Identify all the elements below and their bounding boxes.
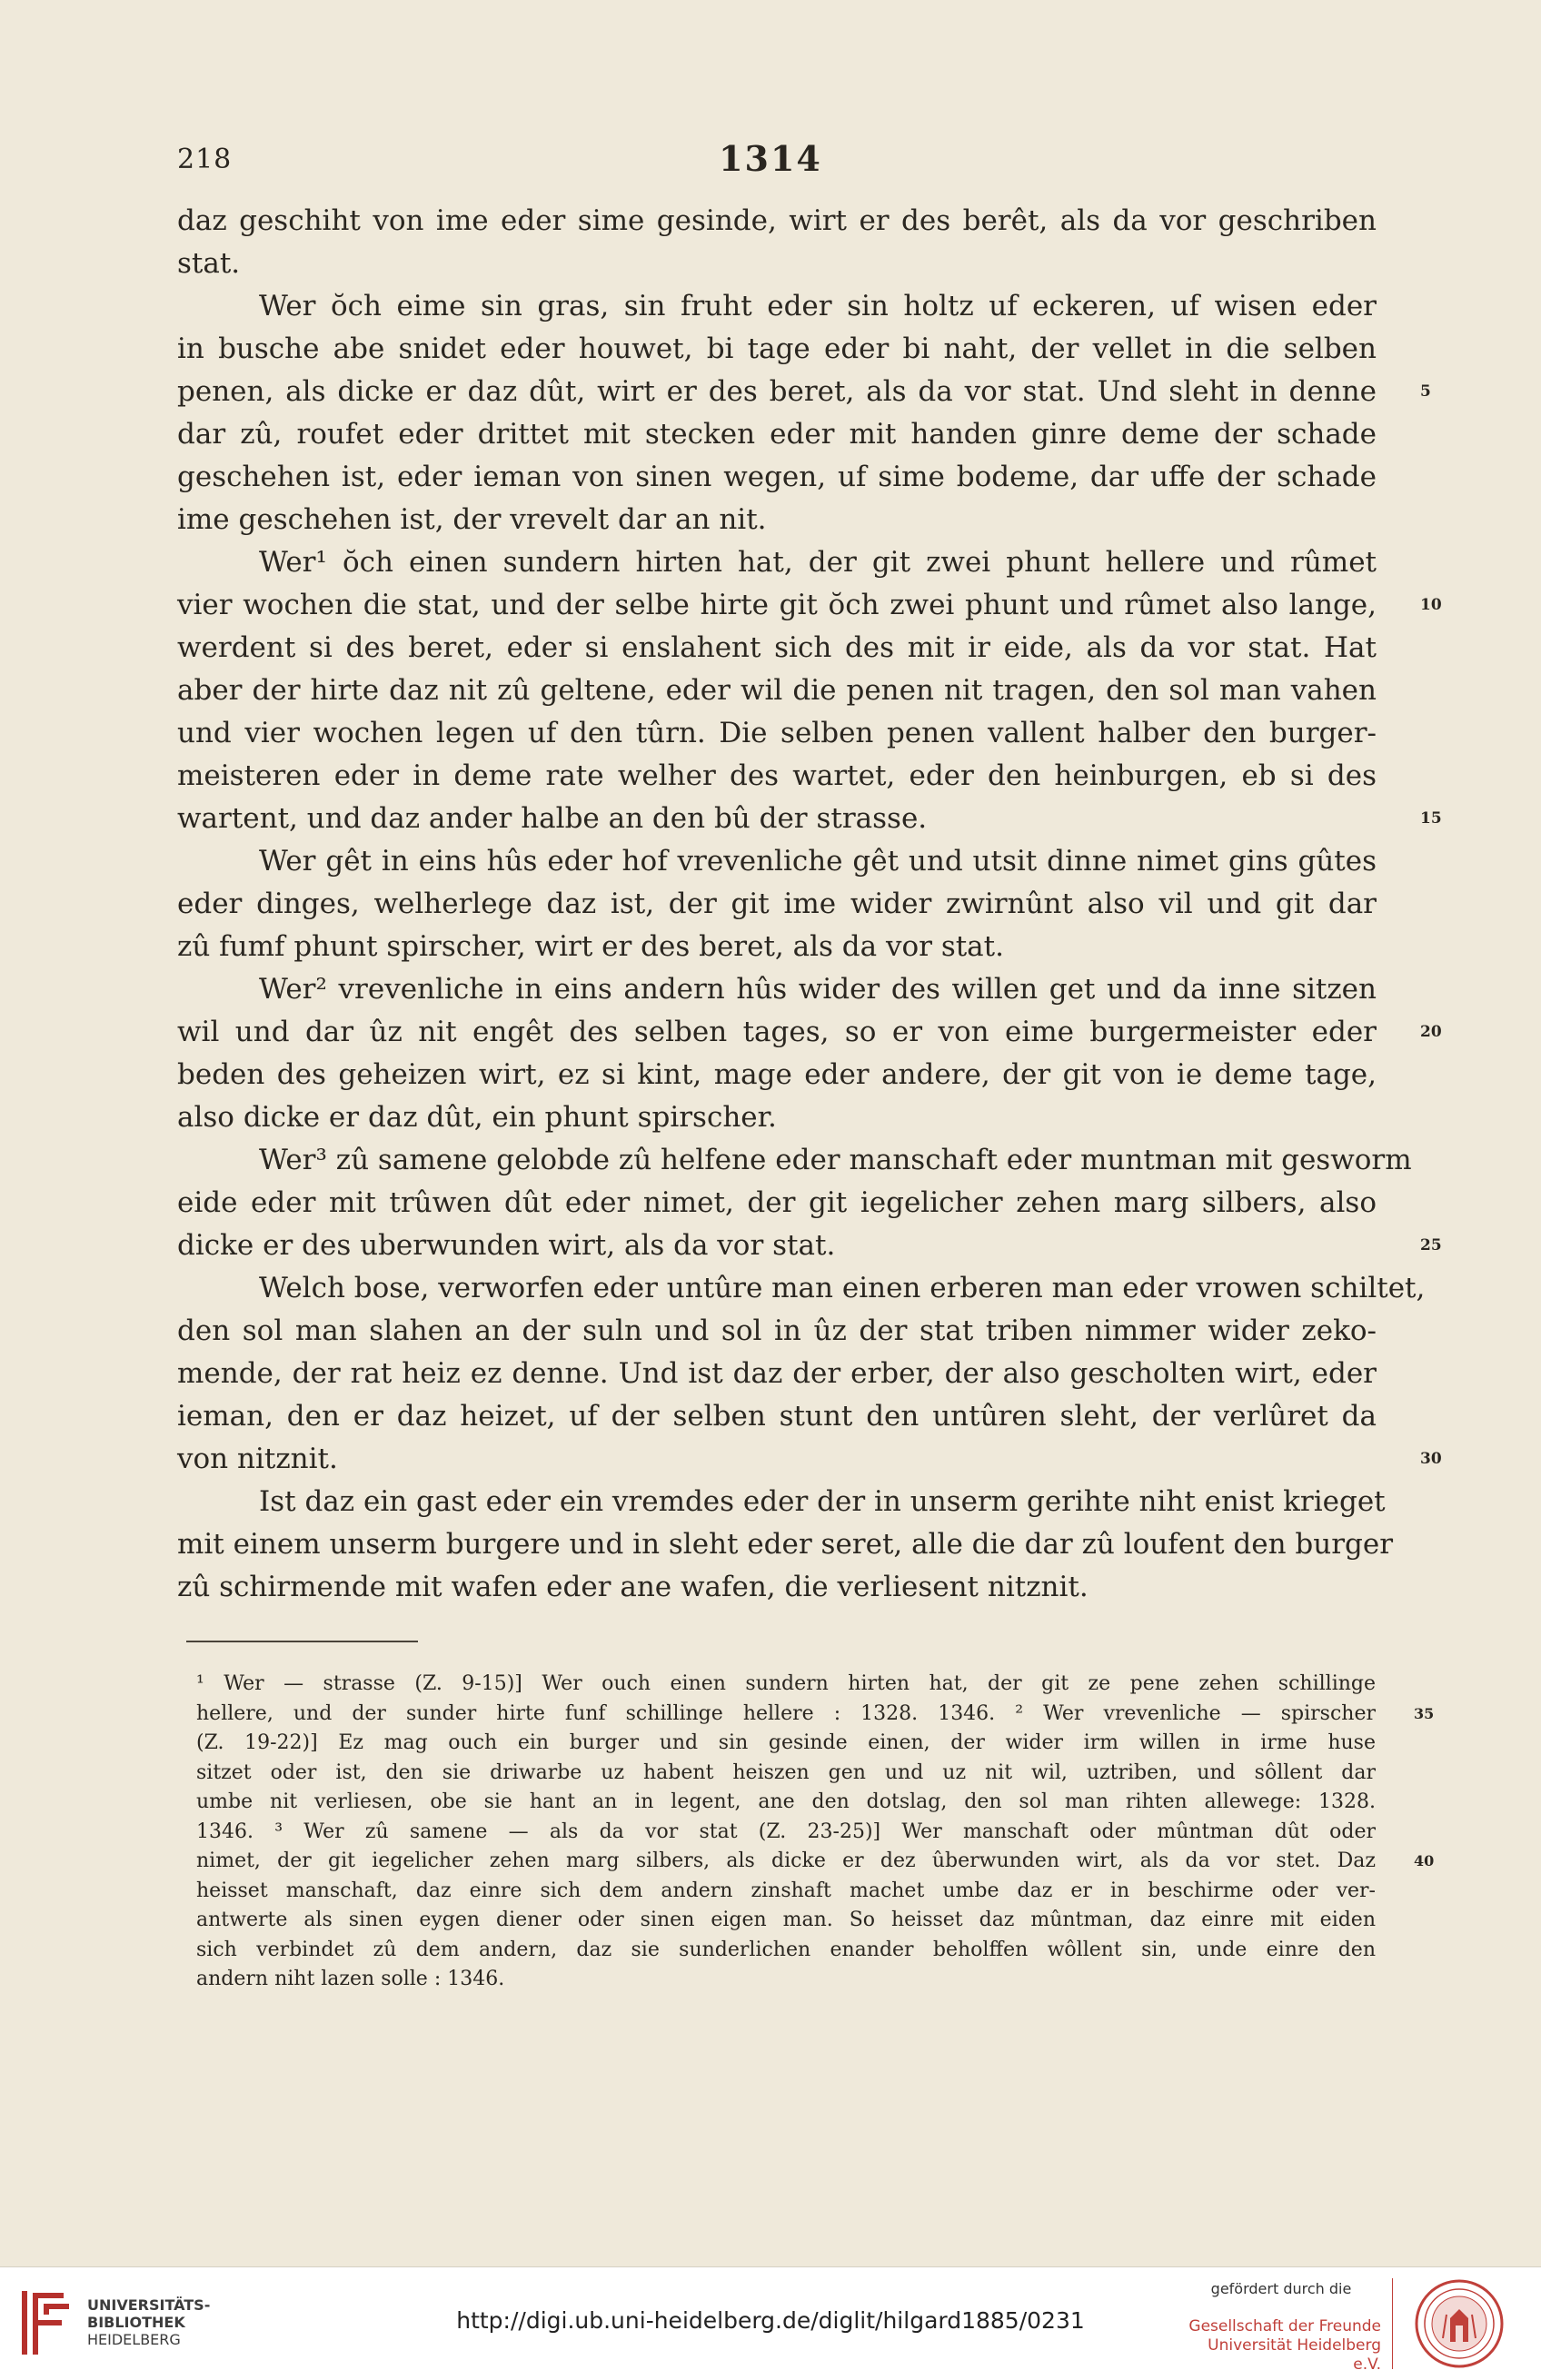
line-number: 10 [1420,596,1442,614]
permalink-url[interactable]: http://digi.ub.uni-heidelberg.de/diglit/hilgard1885/0231 [456,2307,1085,2334]
text-line-content: zû schirmende mit wafen eder ane wafen, die verliesent nitznit. [177,1571,1089,1603]
text-line-content: vier wochen die stat, und der selbe hirte git ŏch zwei phunt und rûmet also lange, [177,589,1377,621]
line-number: 15 [1420,809,1442,828]
text-line [177,1096,1377,1139]
text-line-content: in busche abe snidet eder houwet, bi tage eder bi naht, der vellet in die selben [177,332,1377,365]
footnote-line-content: (Z. 19-22)] Ez mag ouch ein burger und sin gesinde einen, der wider irm willen in irme huse [196,1731,1376,1754]
text-line [177,798,1442,840]
sponsor-block [1181,2280,1381,2375]
text-line-content: mende, der rat heiz ez denne. Und ist daz der erber, der also gescholten wirt, eder [177,1357,1377,1390]
library-name-line: UNIVERSITÄTS- [87,2296,211,2314]
footnote-line-content: andern niht lazen solle : 1346. [196,1968,505,1990]
text-line [177,883,1377,926]
line-number: 25 [1420,1236,1442,1254]
university-seal-icon [1414,2278,1505,2369]
text-line [177,285,1377,328]
text-line [177,200,1377,243]
line-number: 30 [1420,1450,1442,1468]
line-number: 20 [1420,1023,1442,1041]
sponsor-label: gefördert durch die [1210,2280,1352,2297]
text-line-content: den sol man slahen an der suln und sol in ûz der stat triben nimmer wider zeko- [177,1314,1377,1347]
footnote-line-number: 40 [1414,1852,1435,1869]
text-line [177,584,1442,627]
footnote-line-content: sitzet oder ist, den sie driwarbe uz habent heiszen gen und uz nit wil, uztriben, und sôllent dar [196,1760,1376,1784]
text-line [177,1310,1377,1353]
text-line-content: meisteren eder in deme rate welher des wartet, eder den heinburgen, eb si des [177,759,1377,792]
text-line-content: dar zû, roufet eder drittet mit stecken eder mit handen ginre deme der schade [177,418,1377,451]
footnote-line [196,1670,1376,1700]
text-line-content: ime geschehen ist, der vrevelt dar an nit. [177,503,767,536]
text-line-content: Ist daz ein gast eder ein vremdes eder der in unserm gerihte niht enist krieget [259,1485,1386,1518]
text-line-content: Wer ŏch eime sin gras, sin fruht eder sin holtz uf eckeren, uf wisen eder [259,290,1377,322]
text-line [177,371,1431,413]
footnote-line-number: 35 [1414,1704,1435,1722]
text-line [177,1054,1377,1096]
footnote-line-content: heisset manschaft, daz einre sich dem andern zinshaft machet umbe daz er in beschirme oder ver- [196,1879,1376,1902]
main-text [177,200,1442,1609]
footnote-line [196,1729,1376,1759]
text-line-content: aber der hirte daz nit zû geltene, eder wil die penen nit tragen, den sol man vahen [177,674,1377,707]
text-line [177,1182,1377,1225]
text-line [177,1267,1426,1310]
footnote-line-content: ¹ Wer — strasse (Z. 9-15)] Wer ouch einen sundern hirten hat, der git ze pene zehen schillinge [196,1672,1376,1695]
text-line-content: Wer gêt in eins hûs eder hof vrevenliche gêt und utsit dinne nimet gins gûtes [259,845,1377,878]
text-line [177,243,1377,285]
sponsor-name-line: Gesellschaft der Freunde [1188,2317,1381,2335]
footnote-line [196,1818,1376,1848]
footnote-line-content: sich verbindet zû dem andern, daz sie sunderlichen enander beholffen wôllent sin, unde einre den [196,1938,1376,1961]
text-line [177,1139,1412,1182]
footnote-line [196,1788,1376,1818]
footnote-line [196,1700,1435,1730]
text-line-content: zû fumf phunt spirscher, wirt er des beret, als da vor stat. [177,930,1004,963]
footnote-line-content: nimet, der git iegelicher zehen marg silbers, als dicke er dez ûberwunden wirt, als da vor stet. Daz [196,1849,1376,1872]
page-header [0,136,1541,191]
text-line-content: stat. [177,247,241,280]
text-line-content: von nitznit. [177,1443,338,1475]
text-line [177,328,1377,371]
text-line-content: eder dinges, welherlege daz ist, der git ime wider zwirnûnt also vil und git dar [177,888,1377,920]
line-number: 5 [1420,382,1431,401]
viewer-footer [0,2266,1541,2380]
text-line [177,413,1377,456]
text-line [177,1438,1442,1481]
footnote-line-content: hellere, und der sunder hirte funf schillinge hellere : 1328. 1346. ² Wer vrevenliche — spirscher [196,1701,1376,1725]
text-line [177,499,1377,541]
text-line [177,541,1377,584]
sponsor-name-line: Universität Heidelberg e.V. [1208,2336,1381,2374]
text-line-content: Wer³ zû samene gelobde zû helfene eder manschaft eder muntman mit gesworm [259,1144,1412,1176]
text-line-content: penen, als dicke er daz dût, wirt er des beret, als da vor stat. Und sleht in denne [177,375,1377,408]
text-line-content: wil und dar ûz nit engêt des selben tages, so er von eime burgermeister eder [177,1016,1377,1048]
text-line-content: mit einem unserm burgere und in sleht eder seret, alle die dar zû loufent den burger [177,1528,1394,1561]
page-number: 218 [177,144,233,175]
text-line [177,456,1377,499]
footnote-line-content: 1346. ³ Wer zû samene — als da vor stat (Z. 23-25)] Wer manschaft oder mûntman dût oder [196,1820,1376,1843]
text-line [177,755,1377,798]
footnote-divider [186,1641,418,1642]
text-line-content: Wer¹ ŏch einen sundern hirten hat, der git zwei phunt hellere und rûmet [259,546,1377,579]
footnotes [196,1670,1435,1995]
footnote-line-content: umbe nit verliesen, obe sie hant an in legent, ane den dotslag, den sol man rihten allewege: 1328. [196,1790,1376,1813]
text-line-content: wartent, und daz ander halbe an den bû der strasse. [177,802,928,835]
footnote-line [196,1936,1376,1966]
footnote-line [196,1906,1376,1936]
text-line [177,1566,1377,1609]
text-line-content: ieman, den er daz heizet, uf der selben stunt den untûren sleht, der verlûret da [177,1400,1377,1433]
text-line-content: und vier wochen legen uf den tûrn. Die selben penen vallent halber den burger- [177,717,1377,749]
text-line-content: eide eder mit trûwen dût eder nimet, der git iegelicher zehen marg silbers, also [177,1186,1377,1219]
footnote-line [196,1877,1376,1907]
text-line [177,627,1377,669]
text-line-content: Wer² vrevenliche in eins andern hûs wider des willen get und da inne sitzen [259,973,1377,1006]
text-line-content: daz geschiht von ime eder sime gesinde, wirt er des berêt, als da vor geschriben [177,204,1377,237]
text-line [177,1225,1442,1267]
footnote-line-content: antwerte als sinen eygen diener oder sinen eigen man. So heisset daz mûntman, daz einre mit eiden [196,1909,1376,1931]
text-line [177,1523,1394,1566]
library-name-line: BIBLIOTHEK [87,2314,185,2331]
document-number: 1314 [719,138,822,179]
library-name-line: HEIDELBERG [87,2331,181,2348]
text-line [177,968,1377,1011]
text-line [177,1395,1377,1438]
sponsor-divider [1392,2278,1393,2369]
text-line [177,1481,1386,1523]
text-line-content: dicke er des uberwunden wirt, als da vor stat. [177,1229,836,1262]
text-line [177,712,1377,755]
text-line [177,926,1377,968]
text-line-content: werdent si des beret, eder si enslahent sich des mit ir eide, als da vor stat. Hat [177,631,1377,664]
text-line [177,840,1377,883]
text-line-content: also dicke er daz dût, ein phunt spirscher. [177,1101,777,1134]
footnote-line [196,1759,1376,1789]
text-line [177,1353,1377,1395]
text-line [177,1011,1442,1054]
text-line-content: geschehen ist, eder ieman von sinen wegen, uf sime bodeme, dar uffe der schade [177,461,1377,493]
footnote-line [196,1847,1435,1877]
text-line-content: beden des geheizen wirt, ez si kint, mage eder andere, der git von ie deme tage, [177,1058,1377,1091]
text-line-content: Welch bose, verworfen eder untûre man einen erberen man eder vrowen schiltet, [259,1272,1426,1304]
footnote-line [196,1965,1376,1995]
text-line [177,669,1377,712]
